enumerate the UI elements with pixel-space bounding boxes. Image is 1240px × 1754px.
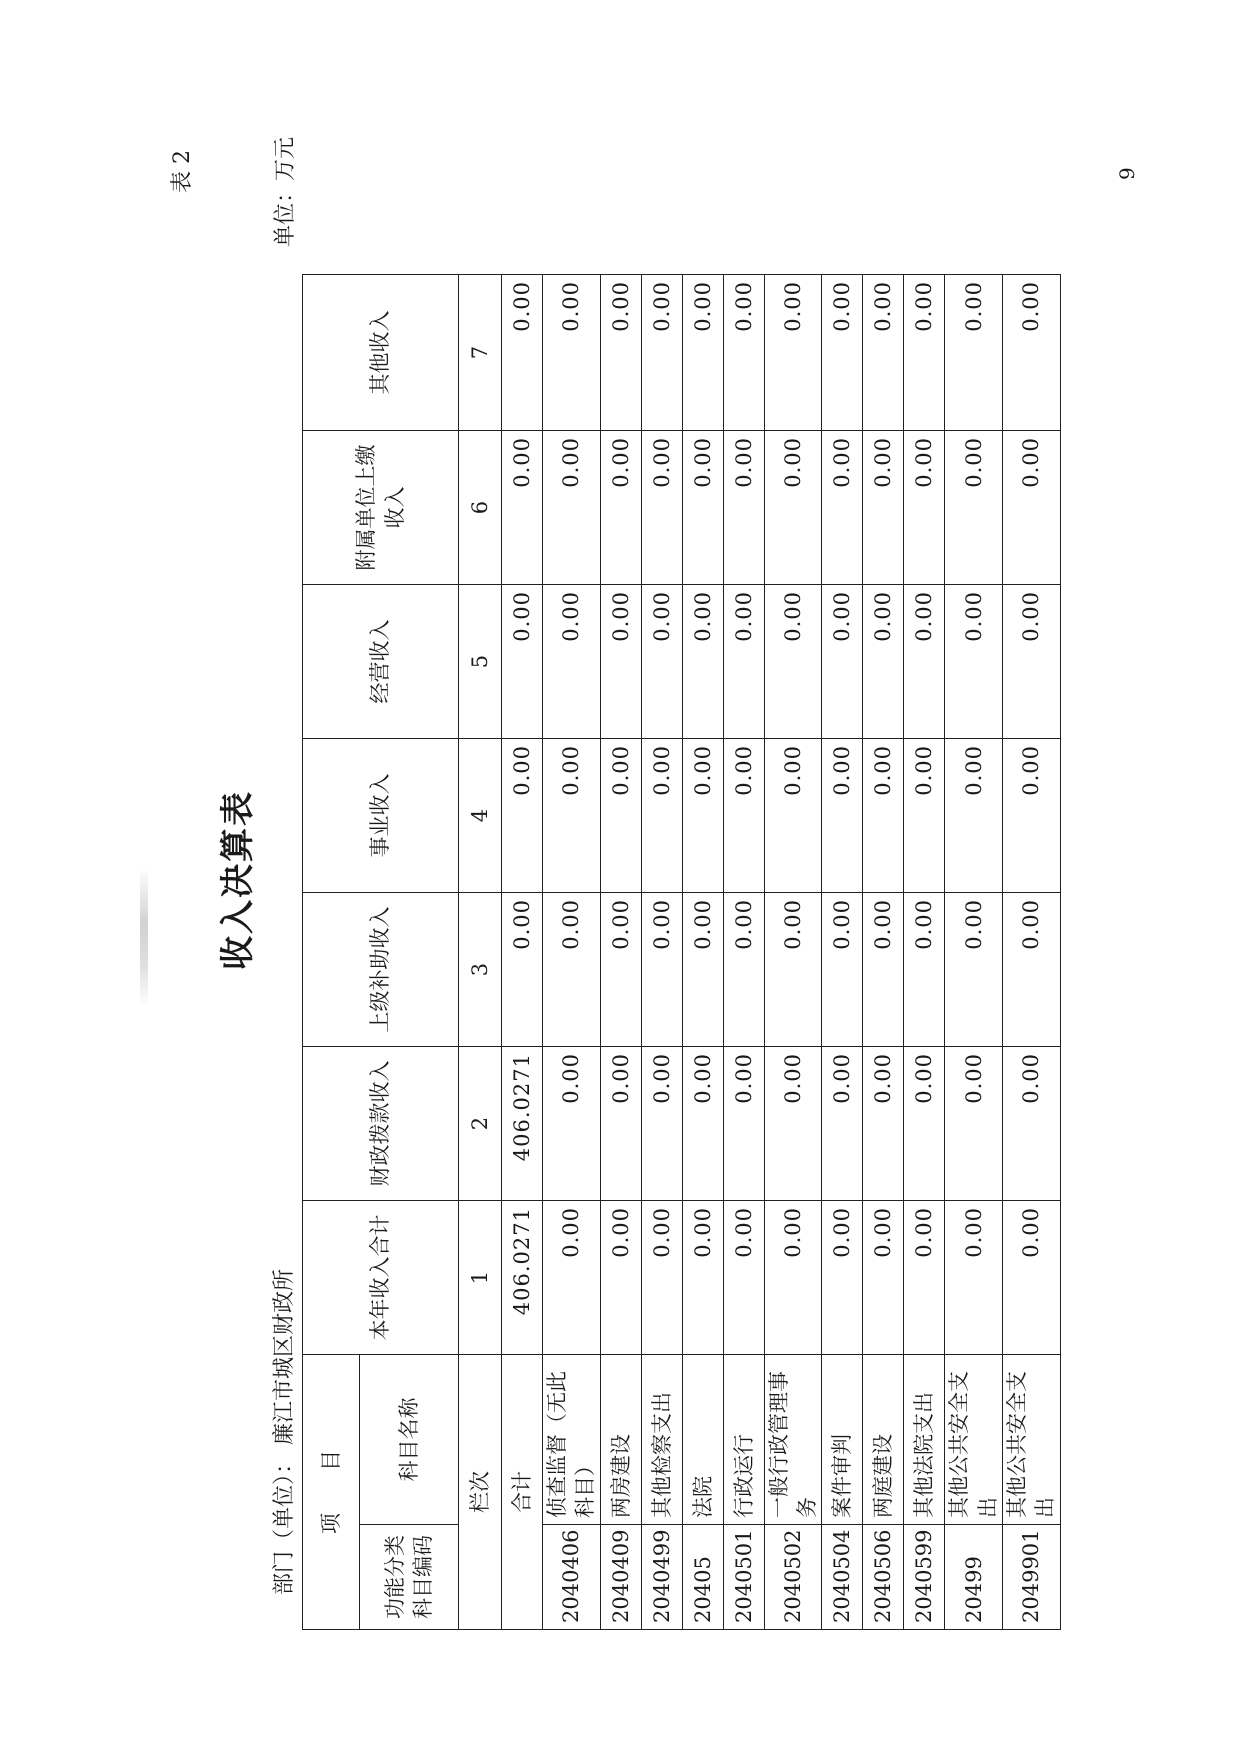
amount-cell: 0.00 <box>945 739 1003 893</box>
subject-name: 其他公共安全支出 <box>1003 1355 1061 1525</box>
amount-cell: 0.00 <box>822 1201 863 1355</box>
total-value: 406.0271 <box>502 1201 543 1355</box>
column-header-3: 上级补助收入 <box>303 893 459 1047</box>
income-statement-table <box>302 274 1061 1630</box>
amount-cell: 0.00 <box>641 275 682 431</box>
column-header-1: 本年收入合计 <box>303 1201 459 1355</box>
table-row <box>863 275 904 1630</box>
amount-cell: 0.00 <box>723 893 764 1047</box>
subject-name: 其他检察支出 <box>641 1355 682 1525</box>
total-value: 0.00 <box>502 739 543 893</box>
amount-cell: 0.00 <box>863 275 904 431</box>
column-number-7: 7 <box>459 275 502 431</box>
amount-cell: 0.00 <box>641 431 682 585</box>
total-value: 0.00 <box>502 893 543 1047</box>
amount-cell: 0.00 <box>863 1201 904 1355</box>
amount-cell: 0.00 <box>682 739 723 893</box>
total-value: 0.00 <box>502 431 543 585</box>
header-row-project <box>303 275 360 1630</box>
amount-cell: 0.00 <box>904 893 945 1047</box>
subject-code: 20499 <box>945 1525 1003 1630</box>
amount-cell: 0.00 <box>543 1047 601 1201</box>
amount-cell: 0.00 <box>723 1047 764 1201</box>
column-number-6: 6 <box>459 431 502 585</box>
amount-cell: 0.00 <box>822 431 863 585</box>
amount-cell: 0.00 <box>863 1047 904 1201</box>
amount-cell: 0.00 <box>641 1047 682 1201</box>
amount-cell: 0.00 <box>904 275 945 431</box>
amount-cell: 0.00 <box>682 275 723 431</box>
subject-name: 一般行政管理事务 <box>764 1355 822 1525</box>
amount-cell: 0.00 <box>600 431 641 585</box>
amount-cell: 0.00 <box>543 585 601 739</box>
amount-cell: 0.00 <box>723 275 764 431</box>
amount-cell: 0.00 <box>600 739 641 893</box>
amount-cell: 0.00 <box>600 585 641 739</box>
amount-cell: 0.00 <box>945 1201 1003 1355</box>
amount-cell: 0.00 <box>641 739 682 893</box>
amount-cell: 0.00 <box>863 585 904 739</box>
amount-cell: 0.00 <box>1003 893 1061 1047</box>
amount-cell: 0.00 <box>863 893 904 1047</box>
department-name: 廉江市城区财政所 <box>272 1268 297 1445</box>
subject-name: 行政运行 <box>723 1355 764 1525</box>
unit-label: 单位：万元 <box>273 136 298 247</box>
column-header-4: 事业收入 <box>303 739 459 893</box>
rotated-page-content <box>130 120 1139 1640</box>
subject-name: 案件审判 <box>822 1355 863 1525</box>
column-number-1: 1 <box>459 1201 502 1355</box>
amount-cell: 0.00 <box>682 585 723 739</box>
amount-cell: 0.00 <box>543 431 601 585</box>
amount-cell: 0.00 <box>945 893 1003 1047</box>
page-title: 收入决算表 <box>218 790 258 970</box>
column-number-4: 4 <box>459 739 502 893</box>
department-label: 部门（单位）： <box>272 1451 297 1595</box>
name-header: 科目名称 <box>360 1355 459 1525</box>
column-number-5: 5 <box>459 585 502 739</box>
column-header-6: 附属单位上缴收入 <box>303 431 459 585</box>
subject-name: 两庭建设 <box>863 1355 904 1525</box>
page-number: 9 <box>1115 167 1139 180</box>
amount-cell: 0.00 <box>822 1047 863 1201</box>
amount-cell: 0.00 <box>543 275 601 431</box>
amount-cell: 0.00 <box>682 1201 723 1355</box>
amount-cell: 0.00 <box>723 585 764 739</box>
table-row <box>543 275 601 1630</box>
amount-cell: 0.00 <box>764 1201 822 1355</box>
amount-cell: 0.00 <box>682 893 723 1047</box>
amount-cell: 0.00 <box>822 739 863 893</box>
code-header: 功能分类科目编码 <box>360 1525 459 1630</box>
amount-cell: 0.00 <box>904 739 945 893</box>
amount-cell: 0.00 <box>723 431 764 585</box>
amount-cell: 0.00 <box>904 1047 945 1201</box>
amount-cell: 0.00 <box>1003 1201 1061 1355</box>
total-value: 406.0271 <box>502 1047 543 1201</box>
table-row <box>822 275 863 1630</box>
amount-cell: 0.00 <box>543 1201 601 1355</box>
amount-cell: 0.00 <box>543 739 601 893</box>
amount-cell: 0.00 <box>1003 275 1061 431</box>
subject-name: 其他公共安全支出 <box>945 1355 1003 1525</box>
amount-cell: 0.00 <box>863 431 904 585</box>
subject-name: 法院 <box>682 1355 723 1525</box>
amount-cell: 0.00 <box>600 1201 641 1355</box>
amount-cell: 0.00 <box>600 893 641 1047</box>
amount-cell: 0.00 <box>641 893 682 1047</box>
subject-code: 2040406 <box>543 1525 601 1630</box>
amount-cell: 0.00 <box>863 739 904 893</box>
amount-cell: 0.00 <box>822 893 863 1047</box>
amount-cell: 0.00 <box>682 431 723 585</box>
table-row <box>904 275 945 1630</box>
amount-cell: 0.00 <box>600 1047 641 1201</box>
table-row <box>600 275 641 1630</box>
total-row <box>502 275 543 1630</box>
subject-code: 2040502 <box>764 1525 822 1630</box>
amount-cell: 0.00 <box>904 1201 945 1355</box>
amount-cell: 0.00 <box>764 739 822 893</box>
total-value: 0.00 <box>502 585 543 739</box>
subject-code: 2040501 <box>723 1525 764 1630</box>
amount-cell: 0.00 <box>600 275 641 431</box>
table-row <box>1003 275 1061 1630</box>
table-row <box>723 275 764 1630</box>
amount-cell: 0.00 <box>764 1047 822 1201</box>
amount-cell: 0.00 <box>945 1047 1003 1201</box>
amount-cell: 0.00 <box>764 431 822 585</box>
column-header-5: 经营收入 <box>303 585 459 739</box>
subject-code: 2040506 <box>863 1525 904 1630</box>
amount-cell: 0.00 <box>764 893 822 1047</box>
amount-cell: 0.00 <box>904 431 945 585</box>
column-number-row <box>459 275 502 1630</box>
table-row <box>682 275 723 1630</box>
amount-cell: 0.00 <box>822 275 863 431</box>
subject-name: 侦查监督（无此科目） <box>543 1355 601 1525</box>
department-line <box>267 1269 298 1595</box>
subject-code: 2040504 <box>822 1525 863 1630</box>
project-header: 项 目 <box>303 1355 360 1630</box>
subject-code: 2040499 <box>641 1525 682 1630</box>
amount-cell: 0.00 <box>945 431 1003 585</box>
amount-cell: 0.00 <box>1003 585 1061 739</box>
amount-cell: 0.00 <box>822 585 863 739</box>
amount-cell: 0.00 <box>1003 739 1061 893</box>
total-value: 0.00 <box>502 275 543 431</box>
subject-code: 2040409 <box>600 1525 641 1630</box>
amount-cell: 0.00 <box>1003 1047 1061 1201</box>
table-row <box>641 275 682 1630</box>
scan-artifact <box>140 868 148 1008</box>
table-row <box>945 275 1003 1630</box>
table-row <box>764 275 822 1630</box>
amount-cell: 0.00 <box>945 585 1003 739</box>
column-number-3: 3 <box>459 893 502 1047</box>
amount-cell: 0.00 <box>723 739 764 893</box>
subject-code: 20405 <box>682 1525 723 1630</box>
subject-code: 2040599 <box>904 1525 945 1630</box>
amount-cell: 0.00 <box>641 1201 682 1355</box>
subject-code: 2049901 <box>1003 1525 1061 1630</box>
amount-cell: 0.00 <box>904 585 945 739</box>
amount-cell: 0.00 <box>682 1047 723 1201</box>
subject-name: 其他法院支出 <box>904 1355 945 1525</box>
amount-cell: 0.00 <box>723 1201 764 1355</box>
column-header-2: 财政拨款收入 <box>303 1047 459 1201</box>
amount-cell: 0.00 <box>1003 431 1061 585</box>
amount-cell: 0.00 <box>764 275 822 431</box>
amount-cell: 0.00 <box>543 893 601 1047</box>
amount-cell: 0.00 <box>945 275 1003 431</box>
amount-cell: 0.00 <box>764 585 822 739</box>
column-header-7: 其他收入 <box>303 275 459 431</box>
subject-name: 两房建设 <box>600 1355 641 1525</box>
lanci-label: 栏次 <box>459 1355 502 1630</box>
total-label: 合计 <box>502 1355 543 1630</box>
column-number-2: 2 <box>459 1047 502 1201</box>
amount-cell: 0.00 <box>641 585 682 739</box>
table-number-label: 表 2 <box>170 150 195 193</box>
